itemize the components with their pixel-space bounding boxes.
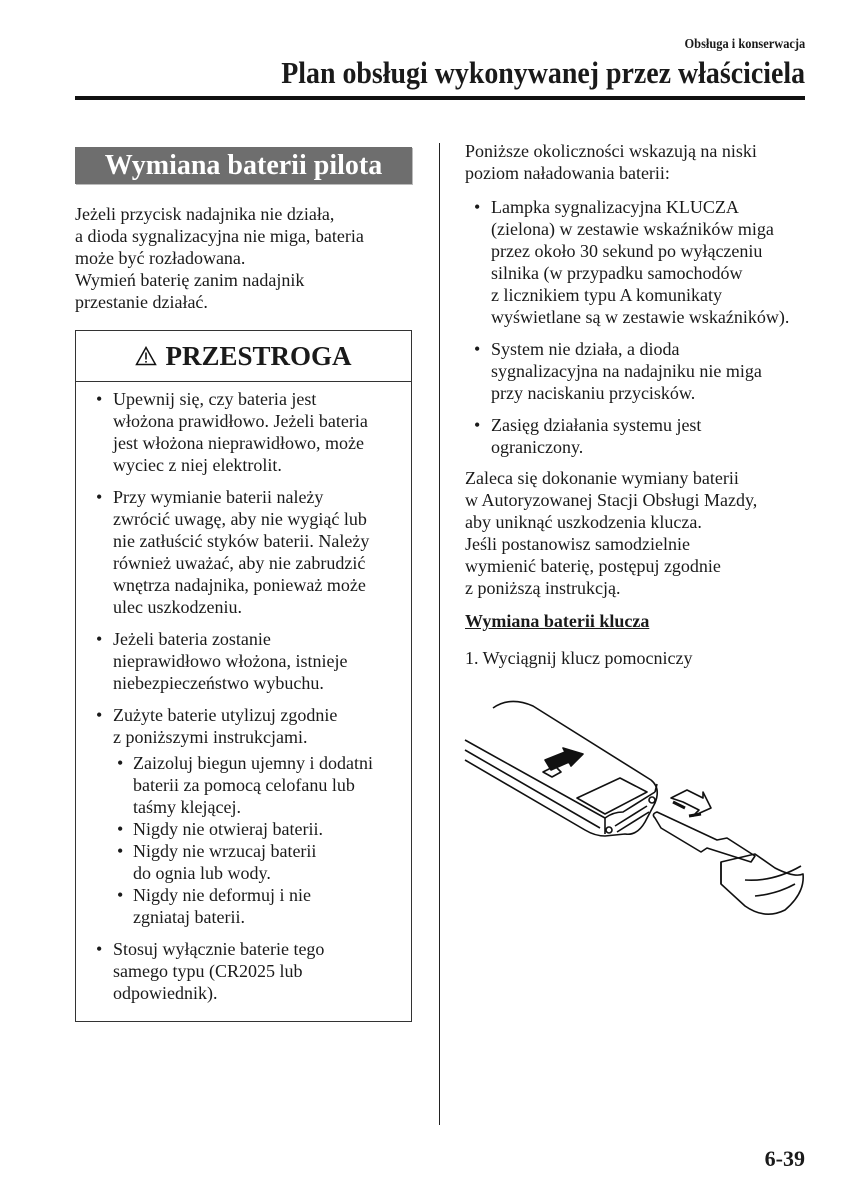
list-item-text: Jeżeli bateria zostanie nieprawidłowo włożona, istnieje niebezpieczeństwo wybuchu. bbox=[113, 629, 348, 693]
bullet: • bbox=[474, 415, 481, 435]
bullet: • bbox=[96, 487, 103, 507]
bullet: • bbox=[96, 939, 103, 959]
key-removal-illustration bbox=[455, 688, 815, 923]
bullet: • bbox=[474, 339, 481, 359]
list-item-text: Przy wymianie baterii należy zwrócić uwagę, aby nie wygiąć lub nie zatłuścić styków baterii. Należy również uważać, aby nie zabrudzić wnętrza nadajnika, ponieważ może ulec uszkodzeniu. bbox=[113, 487, 370, 617]
list-item-text: Zasięg działania systemu jest ograniczony. bbox=[491, 415, 702, 457]
symptom-list bbox=[465, 196, 815, 468]
list-item bbox=[87, 628, 402, 694]
bullet: • bbox=[474, 197, 481, 217]
list-item bbox=[465, 196, 815, 328]
caution-box bbox=[75, 330, 412, 1022]
sub-list-item bbox=[113, 818, 402, 840]
list-item-text: Zużyte baterie utylizuj zgodnie z poniższymi instrukcjami. bbox=[113, 705, 338, 747]
warning-triangle-icon bbox=[135, 346, 157, 366]
sub-heading: Wymiana baterii klucza bbox=[465, 611, 650, 631]
step-1: 1. Wyciągnij klucz pomocniczy bbox=[465, 648, 693, 668]
sub-list-item bbox=[113, 884, 402, 928]
caution-header bbox=[76, 331, 411, 382]
intro-paragraph: Jeżeli przycisk nadajnika nie działa, a dioda sygnalizacyjna nie miga, bateria może być rozładowana. Wymień baterię zanim nadajnik przestanie działać. bbox=[75, 204, 364, 312]
right-intro-paragraph: Poniższe okoliczności wskazują na niski poziom naładowania baterii: bbox=[465, 141, 757, 183]
list-item bbox=[465, 414, 815, 458]
sub-list-item-text: Nigdy nie otwieraj baterii. bbox=[133, 819, 323, 839]
pull-direction-arrow-icon bbox=[671, 790, 711, 816]
list-item-text: Stosuj wyłącznie baterie tego samego typu (CR2025 lub odpowiednik). bbox=[113, 939, 325, 1003]
caution-list bbox=[87, 388, 402, 1014]
sub-list-item-text: Nigdy nie wrzucaj baterii do ognia lub wody. bbox=[133, 841, 317, 883]
list-item bbox=[87, 938, 402, 1004]
remote-fob-drawing bbox=[465, 701, 657, 836]
bullet: • bbox=[117, 841, 124, 861]
list-item bbox=[87, 704, 402, 928]
section-heading: Wymiana baterii pilota bbox=[75, 147, 412, 184]
sub-list bbox=[113, 752, 402, 928]
bullet: • bbox=[117, 819, 124, 839]
sub-list-item bbox=[113, 752, 402, 818]
list-item-text: Lampka sygnalizacyjna KLUCZA (zielona) w zestawie wskaźników miga przez około 30 sekund po wyłączeniu silnika (w przypadku samochodów z licznikiem typu A komunikaty wyświetlane są w zestawie wskaźników). bbox=[491, 197, 790, 327]
bullet: • bbox=[117, 885, 124, 905]
list-item bbox=[87, 388, 402, 476]
release-arrow-icon bbox=[543, 748, 583, 777]
caution-title: PRZESTROGA bbox=[165, 341, 352, 371]
sub-list-item-text: Zaizoluj biegun ujemny i dodatni baterii za pomocą celofanu lub taśmy klejącej. bbox=[133, 753, 373, 817]
list-item bbox=[87, 486, 402, 618]
header-rule bbox=[75, 96, 805, 100]
bullet: • bbox=[96, 705, 103, 725]
column-divider bbox=[439, 143, 440, 1125]
auxiliary-key-drawing bbox=[653, 812, 803, 914]
list-item bbox=[465, 338, 815, 404]
running-header-section: Obsługa i konserwacja bbox=[684, 36, 805, 51]
page-title: Plan obsługi wykonywanej przez właściciela bbox=[281, 55, 805, 90]
sub-list-item bbox=[113, 840, 402, 884]
bullet: • bbox=[96, 629, 103, 649]
recommendation-paragraph: Zaleca się dokonanie wymiany baterii w Autoryzowanej Stacji Obsługi Mazdy, aby uniknąć uszkodzenia klucza. Jeśli postanowisz samodzielnie wymienić baterię, postępuj zgodnie z poniższą instrukcją. bbox=[465, 468, 758, 598]
list-item-text: System nie działa, a dioda sygnalizacyjna na nadajniku nie miga przy naciskaniu przycisków. bbox=[491, 339, 762, 403]
list-item-text: Upewnij się, czy bateria jest włożona prawidłowo. Jeżeli bateria jest włożona nieprawidłowo, może wyciec z niej elektrolit. bbox=[113, 389, 368, 475]
bullet: • bbox=[117, 753, 124, 773]
page-number: 6-39 bbox=[764, 1146, 805, 1171]
bullet: • bbox=[96, 389, 103, 409]
sub-list-item-text: Nigdy nie deformuj i nie zgniataj baterii. bbox=[133, 885, 311, 927]
